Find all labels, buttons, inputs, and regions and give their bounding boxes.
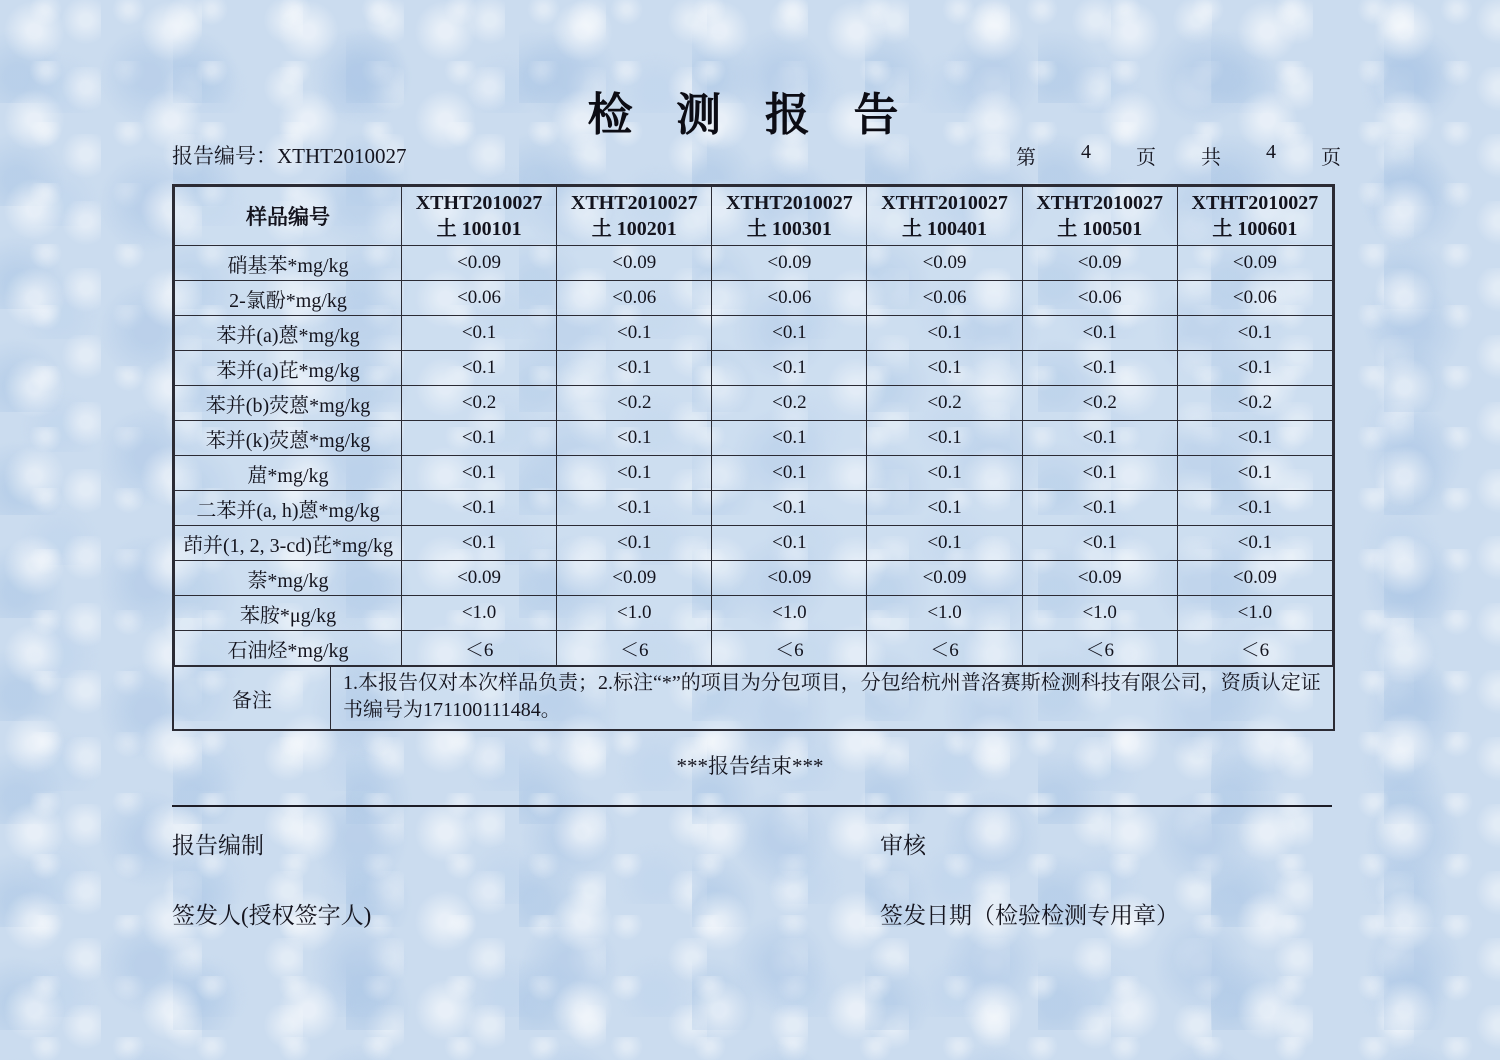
result-cell: <0.1 <box>712 316 867 351</box>
result-cell: ＜6 <box>712 631 867 666</box>
remark-row <box>174 666 1333 729</box>
analyte-label: 苯并(a)芘*mg/kg <box>175 351 402 386</box>
sample-report-id: XTHT2010027 <box>570 192 698 214</box>
result-cell: <0.2 <box>1177 386 1332 421</box>
result-cell: <0.1 <box>557 491 712 526</box>
result-cell: <0.1 <box>1177 351 1332 386</box>
page-indicator-part: 页 <box>1321 147 1341 169</box>
report-title: 检 测 报 告 <box>587 88 913 141</box>
report-number: 报告编号：XTHT2010027 <box>172 144 407 168</box>
result-cell: <0.1 <box>402 421 557 456</box>
result-cell: <0.06 <box>557 281 712 316</box>
result-cell: <0.1 <box>557 456 712 491</box>
result-cell: <0.09 <box>1022 561 1177 596</box>
end-of-report-marker: ***报告结束*** <box>676 754 824 778</box>
analyte-label: 苯并(k)荧蒽*mg/kg <box>175 421 402 456</box>
result-cell: <0.09 <box>1177 246 1332 281</box>
result-cell: <0.1 <box>1022 526 1177 561</box>
result-cell: <0.1 <box>402 316 557 351</box>
page-current: 4 <box>1081 141 1091 163</box>
sample-column-header <box>867 187 1022 246</box>
sample-column-header <box>557 187 712 246</box>
page-indicator-part: 页 <box>1136 147 1156 169</box>
result-cell: <1.0 <box>867 596 1022 631</box>
result-cell: ＜6 <box>402 631 557 666</box>
remark-text: 1.本报告仅对本次样品负责；2.标注“*”的项目为分包项目，分包给杭州普洛赛斯检测科技有限公司，资质认定证书编号为171100111484。 <box>343 672 1321 721</box>
result-cell: <0.1 <box>712 421 867 456</box>
result-cell: <0.1 <box>712 351 867 386</box>
result-cell: <0.06 <box>867 281 1022 316</box>
sample-sub-id: 土 100301 <box>746 218 832 240</box>
result-cell: <0.1 <box>867 351 1022 386</box>
result-cell: <0.09 <box>1177 561 1332 596</box>
analyte-row <box>175 631 1333 666</box>
result-cell: ＜6 <box>557 631 712 666</box>
result-cell: <0.1 <box>867 491 1022 526</box>
analyte-row <box>175 421 1333 456</box>
results-table <box>172 184 1335 731</box>
sample-id-header: 样品编号 <box>175 187 402 246</box>
result-cell: <0.1 <box>557 351 712 386</box>
result-cell: <0.1 <box>1177 456 1332 491</box>
analyte-label: 硝基苯*mg/kg <box>175 246 402 281</box>
page-indicator <box>1016 141 1341 170</box>
sample-report-id: XTHT2010027 <box>1036 192 1164 214</box>
result-cell: <0.1 <box>712 526 867 561</box>
sample-sub-id: 土 100201 <box>591 218 677 240</box>
result-cell: <0.1 <box>867 316 1022 351</box>
result-cell: <1.0 <box>1022 596 1177 631</box>
analyte-row <box>175 316 1333 351</box>
result-cell: <1.0 <box>402 596 557 631</box>
result-cell: <0.1 <box>1177 526 1332 561</box>
result-cell: <0.09 <box>557 246 712 281</box>
result-cell: <0.09 <box>402 246 557 281</box>
result-cell: <0.09 <box>867 561 1022 596</box>
result-cell: <0.06 <box>402 281 557 316</box>
analyte-row <box>175 561 1333 596</box>
sample-sub-id: 土 100101 <box>436 218 522 240</box>
sample-sub-id: 土 100601 <box>1212 218 1298 240</box>
result-cell: <0.1 <box>1177 491 1332 526</box>
result-cell: <0.1 <box>1022 421 1177 456</box>
result-cell: <0.1 <box>1022 351 1177 386</box>
table-header-row <box>175 187 1333 246</box>
page-indicator-part: 共 <box>1201 147 1221 169</box>
result-cell: <0.1 <box>867 421 1022 456</box>
analyte-label: 二苯并(a, h)蒽*mg/kg <box>175 491 402 526</box>
analyte-row <box>175 246 1333 281</box>
analyte-label: 2-氯酚*mg/kg <box>175 281 402 316</box>
result-cell: <0.06 <box>1022 281 1177 316</box>
result-cell: <0.1 <box>1177 421 1332 456</box>
sample-column-header <box>1177 187 1332 246</box>
analyte-row <box>175 386 1333 421</box>
result-cell: <0.1 <box>1022 491 1177 526</box>
analyte-label: 萘*mg/kg <box>175 561 402 596</box>
result-cell: <0.2 <box>867 386 1022 421</box>
analyte-label: 苯并(a)蒽*mg/kg <box>175 316 402 351</box>
result-cell: <0.09 <box>1022 246 1177 281</box>
result-cell: <0.2 <box>557 386 712 421</box>
reviewer-label: 审核 <box>880 833 926 858</box>
analyte-label: 石油烃*mg/kg <box>175 631 402 666</box>
analyte-row <box>175 351 1333 386</box>
result-cell: <0.09 <box>867 246 1022 281</box>
result-cell: <0.1 <box>557 421 712 456</box>
sample-report-id: XTHT2010027 <box>881 192 1008 214</box>
issuer-label: 签发人(授权签字人) <box>172 903 372 928</box>
analyte-row <box>175 526 1333 561</box>
analyte-row <box>175 281 1333 316</box>
result-cell: ＜6 <box>1022 631 1177 666</box>
result-cell: ＜6 <box>867 631 1022 666</box>
remark-label: 备注 <box>174 667 331 729</box>
sample-column-header <box>402 187 557 246</box>
result-cell: <0.06 <box>1177 281 1332 316</box>
result-cell: <0.1 <box>402 491 557 526</box>
result-cell: <0.1 <box>557 316 712 351</box>
result-cell: <0.1 <box>402 456 557 491</box>
result-cell: <0.09 <box>402 561 557 596</box>
analyte-row <box>175 596 1333 631</box>
sample-sub-id: 土 100401 <box>902 218 988 240</box>
result-cell: <0.09 <box>557 561 712 596</box>
analyte-label: 苯胺*μg/kg <box>175 596 402 631</box>
analyte-row <box>175 456 1333 491</box>
result-cell: <1.0 <box>557 596 712 631</box>
prepared-by-label: 报告编制 <box>172 833 264 858</box>
result-cell: <0.2 <box>402 386 557 421</box>
sample-report-id: XTHT2010027 <box>1191 192 1319 214</box>
result-cell: <0.1 <box>1177 316 1332 351</box>
result-cell: <0.09 <box>712 561 867 596</box>
result-cell: <0.1 <box>867 456 1022 491</box>
sample-column-header <box>1022 187 1177 246</box>
result-cell: <0.1 <box>1022 456 1177 491</box>
result-cell: <0.1 <box>712 491 867 526</box>
sample-report-id: XTHT2010027 <box>726 192 853 214</box>
result-cell: <0.2 <box>712 386 867 421</box>
result-cell: ＜6 <box>1177 631 1332 666</box>
result-cell: <0.2 <box>1022 386 1177 421</box>
result-cell: <1.0 <box>712 596 867 631</box>
result-cell: <1.0 <box>1177 596 1332 631</box>
result-cell: <0.1 <box>557 526 712 561</box>
sample-report-id: XTHT2010027 <box>415 192 543 214</box>
sample-sub-id: 土 100501 <box>1057 218 1143 240</box>
analyte-label: 茚并(1, 2, 3-cd)芘*mg/kg <box>175 526 402 561</box>
page-indicator-part: 第 <box>1016 147 1036 169</box>
result-cell: <0.1 <box>867 526 1022 561</box>
signature-divider <box>172 805 1332 807</box>
result-cell: <0.1 <box>1022 316 1177 351</box>
analyte-label: 苯并(b)荧蒽*mg/kg <box>175 386 402 421</box>
sample-column-header <box>712 187 867 246</box>
result-cell: <0.1 <box>712 456 867 491</box>
analyte-row <box>175 491 1333 526</box>
result-cell: <0.09 <box>712 246 867 281</box>
page-total: 4 <box>1266 141 1276 163</box>
analyte-label: 䓛*mg/kg <box>175 456 402 491</box>
result-cell: <0.06 <box>712 281 867 316</box>
result-cell: <0.1 <box>402 526 557 561</box>
result-cell: <0.1 <box>402 351 557 386</box>
issue-date-label: 签发日期（检验检测专用章） <box>880 903 1179 928</box>
